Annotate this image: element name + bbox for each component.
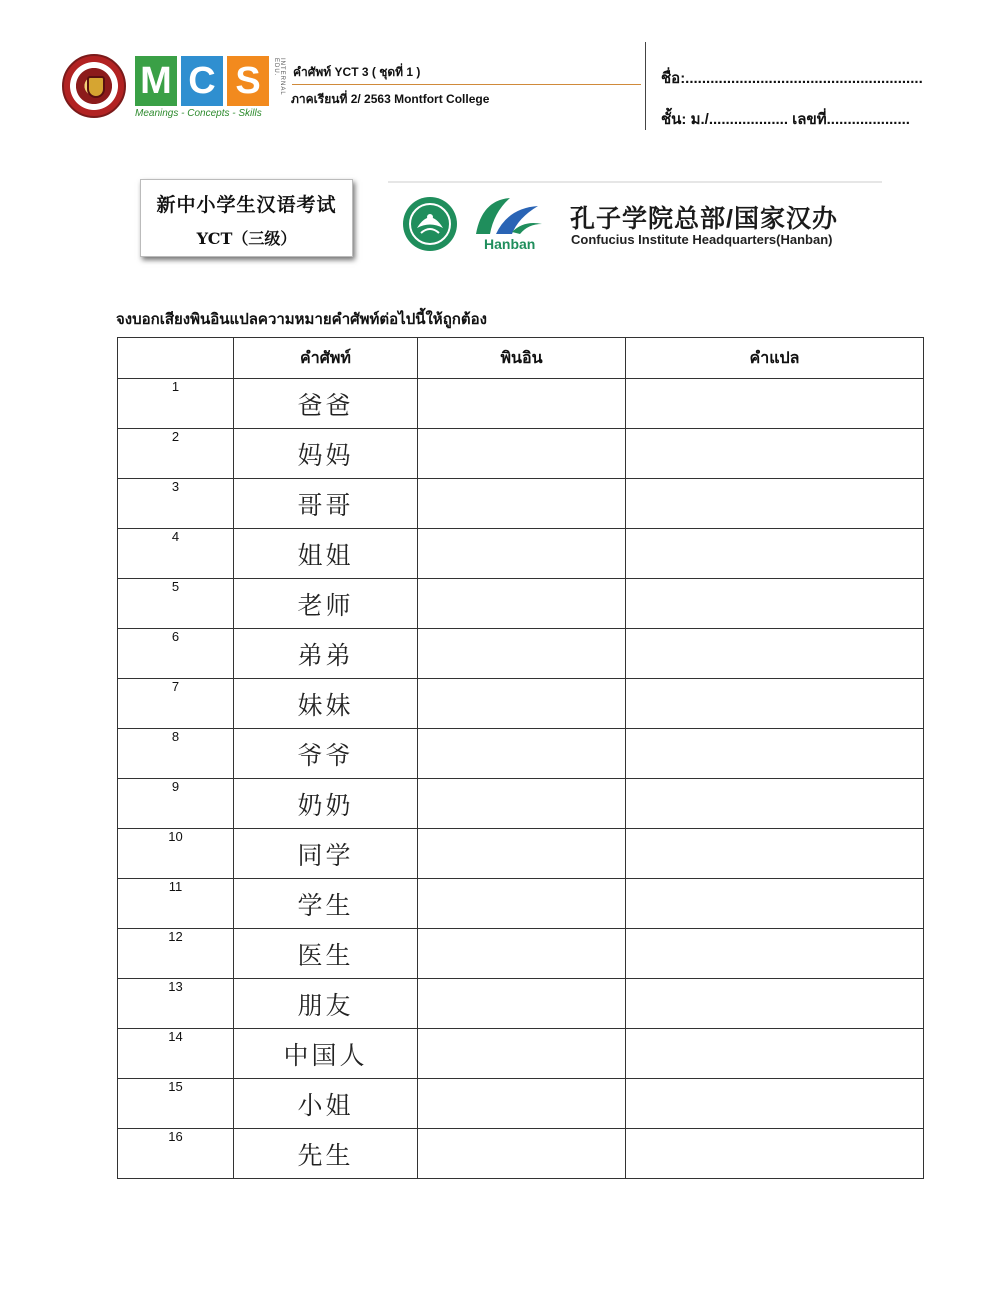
row-number: 1 xyxy=(118,379,234,429)
table-row xyxy=(118,929,924,979)
mcs-letter-c: C xyxy=(181,56,223,106)
hanban-logo-icon xyxy=(472,194,546,238)
vocabulary-word: 妹妹 xyxy=(234,679,418,729)
vocabulary-word: 医生 xyxy=(234,929,418,979)
pinyin-answer-cell[interactable] xyxy=(418,529,626,579)
row-number: 12 xyxy=(118,929,234,979)
row-number: 4 xyxy=(118,529,234,579)
table-row xyxy=(118,529,924,579)
pinyin-answer-cell[interactable] xyxy=(418,629,626,679)
translation-answer-cell[interactable] xyxy=(626,929,924,979)
translation-answer-cell[interactable] xyxy=(626,979,924,1029)
translation-answer-cell[interactable] xyxy=(626,779,924,829)
pinyin-answer-cell[interactable] xyxy=(418,979,626,1029)
pinyin-answer-cell[interactable] xyxy=(418,829,626,879)
vocabulary-word: 先生 xyxy=(234,1129,418,1179)
translation-answer-cell[interactable] xyxy=(626,879,924,929)
instruction-text: จงบอกเสียงพินอินแปลความหมายคำศัพท์ต่อไปนี้ให้ถูกต้อง xyxy=(116,311,487,328)
row-number: 6 xyxy=(118,629,234,679)
vocabulary-word: 朋友 xyxy=(234,979,418,1029)
translation-answer-cell[interactable] xyxy=(626,1079,924,1129)
pinyin-answer-cell[interactable] xyxy=(418,679,626,729)
translation-answer-cell[interactable] xyxy=(626,679,924,729)
name-field[interactable]: ชื่อ:......................................................... xyxy=(661,70,923,87)
table-row xyxy=(118,779,924,829)
vocabulary-word: 哥哥 xyxy=(234,479,418,529)
row-number: 11 xyxy=(118,879,234,929)
hanban-name-english: Confucius Institute Headquarters(Hanban) xyxy=(571,232,833,247)
table-row xyxy=(118,379,924,429)
translation-answer-cell[interactable] xyxy=(626,1129,924,1179)
row-number: 3 xyxy=(118,479,234,529)
vocabulary-word: 姐姐 xyxy=(234,529,418,579)
pinyin-answer-cell[interactable] xyxy=(418,379,626,429)
vocabulary-word: 妈妈 xyxy=(234,429,418,479)
pinyin-answer-cell[interactable] xyxy=(418,729,626,779)
table-row xyxy=(118,1029,924,1079)
translation-answer-cell[interactable] xyxy=(626,579,924,629)
pinyin-answer-cell[interactable] xyxy=(418,579,626,629)
table-row xyxy=(118,479,924,529)
mcs-side-text: INTERNAL EDU. xyxy=(273,58,285,96)
row-number: 8 xyxy=(118,729,234,779)
pinyin-answer-cell[interactable] xyxy=(418,929,626,979)
pinyin-answer-cell[interactable] xyxy=(418,1079,626,1129)
vocabulary-word: 老师 xyxy=(234,579,418,629)
table-row xyxy=(118,629,924,679)
vocabulary-word: 弟弟 xyxy=(234,629,418,679)
banner-line xyxy=(388,181,882,183)
header-divider xyxy=(645,42,646,130)
class-number-field[interactable]: ชั้น: ม./................... เลขที่.................... xyxy=(661,111,910,128)
header-number xyxy=(118,338,234,379)
yct-exam-box xyxy=(140,179,353,257)
table-row xyxy=(118,679,924,729)
sheet-title: คำศัพท์ YCT 3 ( ชุดที่ 1 ) xyxy=(293,65,421,79)
pinyin-answer-cell[interactable] xyxy=(418,429,626,479)
translation-answer-cell[interactable] xyxy=(626,429,924,479)
vocabulary-word: 奶奶 xyxy=(234,779,418,829)
seal-crest-icon xyxy=(87,76,105,98)
pinyin-answer-cell[interactable] xyxy=(418,879,626,929)
mcs-tagline: Meanings - Concepts - Skills xyxy=(135,108,262,119)
semester-info: ภาคเรียนที่ 2/ 2563 Montfort College xyxy=(291,92,490,106)
school-seal-logo xyxy=(62,54,126,118)
row-number: 14 xyxy=(118,1029,234,1079)
table-row xyxy=(118,729,924,779)
yct-level: YCT（三级） xyxy=(196,229,297,248)
row-number: 15 xyxy=(118,1079,234,1129)
header-pinyin: พินอิน xyxy=(418,338,626,379)
translation-answer-cell[interactable] xyxy=(626,829,924,879)
table-row xyxy=(118,979,924,1029)
vocabulary-word: 小姐 xyxy=(234,1079,418,1129)
table-row xyxy=(118,829,924,879)
translation-answer-cell[interactable] xyxy=(626,529,924,579)
mcs-letter-m: M xyxy=(135,56,177,106)
table-row xyxy=(118,1129,924,1179)
row-number: 7 xyxy=(118,679,234,729)
vocabulary-table xyxy=(117,337,924,1179)
mcs-letter-s: S xyxy=(227,56,269,106)
row-number: 2 xyxy=(118,429,234,479)
row-number: 10 xyxy=(118,829,234,879)
table-row xyxy=(118,429,924,479)
row-number: 13 xyxy=(118,979,234,1029)
pinyin-answer-cell[interactable] xyxy=(418,779,626,829)
row-number: 9 xyxy=(118,779,234,829)
translation-answer-cell[interactable] xyxy=(626,379,924,429)
pinyin-answer-cell[interactable] xyxy=(418,1129,626,1179)
translation-answer-cell[interactable] xyxy=(626,479,924,529)
vocabulary-word: 同学 xyxy=(234,829,418,879)
vocabulary-word: 学生 xyxy=(234,879,418,929)
hanban-wordmark: Hanban xyxy=(484,236,536,252)
row-number: 16 xyxy=(118,1129,234,1179)
table-body xyxy=(118,379,924,1179)
translation-answer-cell[interactable] xyxy=(626,1029,924,1079)
table-row xyxy=(118,579,924,629)
yct-title: 新中小学生汉语考试 xyxy=(156,194,337,216)
vocabulary-word: 爷爷 xyxy=(234,729,418,779)
translation-answer-cell[interactable] xyxy=(626,729,924,779)
hanban-name-chinese: 孔子学院总部/国家汉办 xyxy=(570,205,838,233)
vocabulary-word: 中国人 xyxy=(234,1029,418,1079)
vocabulary-word: 爸爸 xyxy=(234,379,418,429)
pinyin-answer-cell[interactable] xyxy=(418,1029,626,1079)
header-vocabulary: คำศัพท์ xyxy=(234,338,418,379)
header-underline xyxy=(292,84,641,85)
table-row xyxy=(118,879,924,929)
table-header-row xyxy=(118,338,924,379)
header-translation: คำแปล xyxy=(626,338,924,379)
table-row xyxy=(118,1079,924,1129)
confucius-institute-emblem-icon xyxy=(401,195,459,253)
row-number: 5 xyxy=(118,579,234,629)
pinyin-answer-cell[interactable] xyxy=(418,479,626,529)
translation-answer-cell[interactable] xyxy=(626,629,924,679)
